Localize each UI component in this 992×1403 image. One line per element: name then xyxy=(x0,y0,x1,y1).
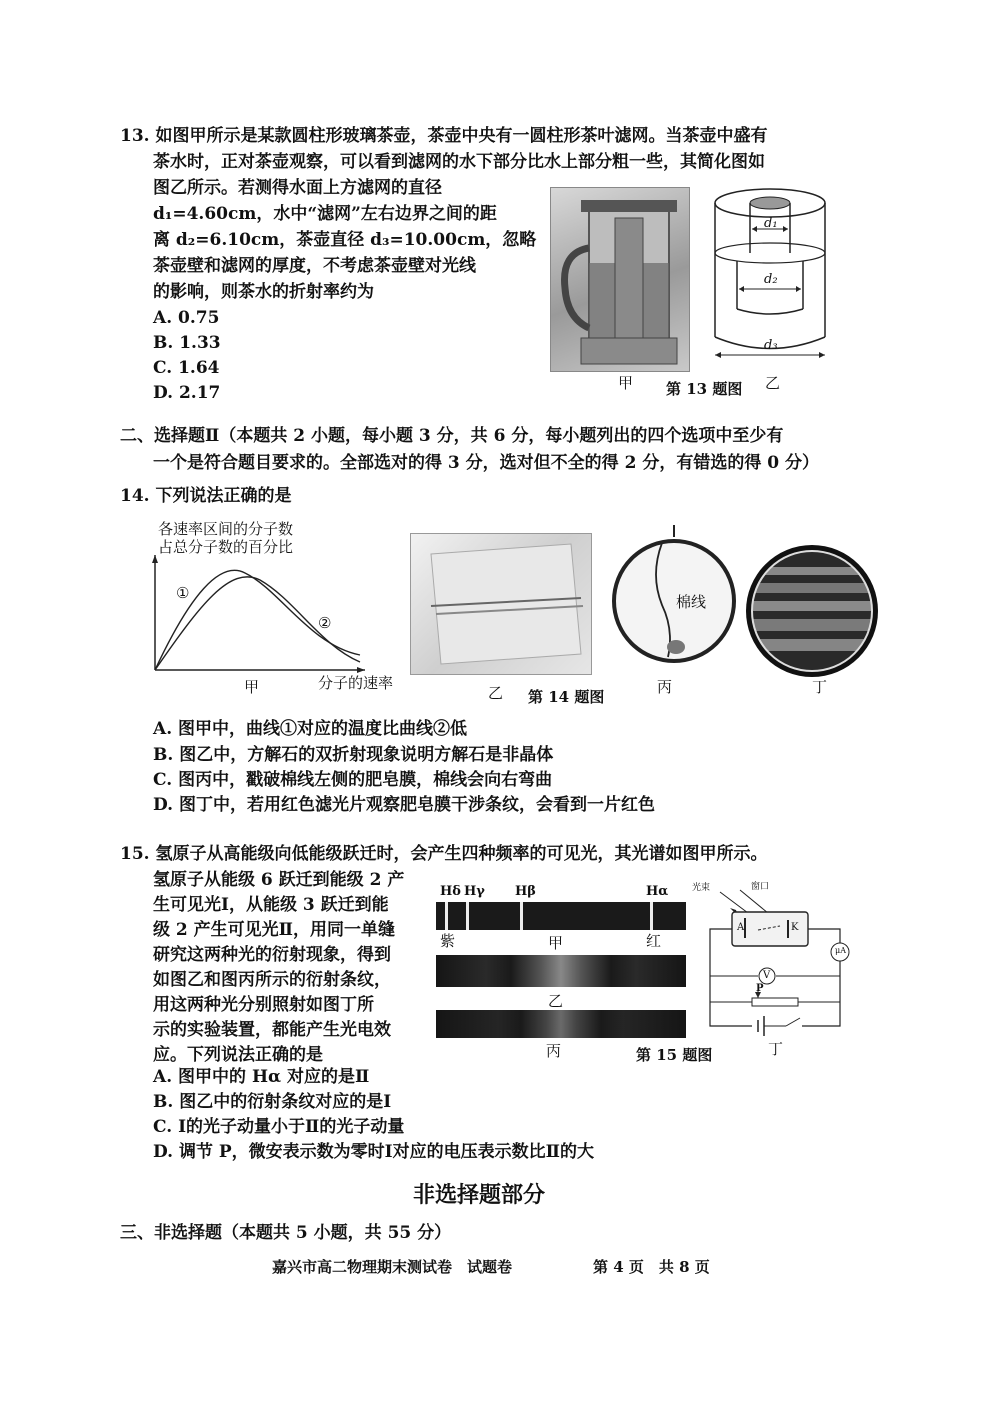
electrode-a-label: A xyxy=(737,922,745,933)
q13-line1: 13. 如图甲所示是某款圆柱形玻璃茶壶，茶壶中央有一圆柱形茶叶滤网。当茶壶中盛有 xyxy=(120,126,768,146)
diffraction-pattern-yi xyxy=(436,955,686,987)
q15-line4: 级 2 产生可见光Ⅱ，用同一单缝 xyxy=(153,920,395,940)
q15-fig-yi-label: 乙 xyxy=(548,992,564,1010)
q14-ylabel-2: 占总分子数的百分比 xyxy=(158,538,294,556)
hydrogen-spectrum xyxy=(436,902,686,930)
red-label: 红 xyxy=(646,932,662,950)
q15-fig-bing-label: 丙 xyxy=(546,1042,562,1060)
h-beta-label: Hβ xyxy=(515,884,536,899)
q14-option-a: A. 图甲中，曲线①对应的温度比曲线②低 xyxy=(153,719,468,739)
footer-exam-title: 嘉兴市高二物理期末测试卷 试题卷 xyxy=(272,1258,513,1276)
speed-distribution-graph xyxy=(150,555,370,675)
q15-line2: 氢原子从能级 6 跃迁到能级 2 产 xyxy=(153,870,405,890)
section2-line2: 一个是符合题目要求的。全部选对的得 3 分，选对但不全的得 2 分，有错选的得 0 分） xyxy=(153,453,819,473)
microammeter-label: μA xyxy=(835,946,846,955)
label-d3: d₃ xyxy=(764,338,778,353)
q15-option-b: B. 图乙中的衍射条纹对应的是Ⅰ xyxy=(153,1092,392,1112)
voltmeter-label: V xyxy=(763,970,771,981)
q13-line7: 的影响，则茶水的折射率约为 xyxy=(153,282,374,302)
q13-option-c: C. 1.64 xyxy=(153,358,220,378)
violet-label: 紫 xyxy=(440,932,456,950)
q14-fig-jia-label: 甲 xyxy=(244,678,260,696)
q15-option-c: C. Ⅰ的光子动量小于Ⅱ的光子动量 xyxy=(153,1117,405,1137)
q15-option-a: A. 图甲中的 Hα 对应的是Ⅱ xyxy=(153,1067,370,1087)
q14-xlabel: 分子的速率 xyxy=(318,674,394,692)
q14-fig-ding-label: 丁 xyxy=(812,678,828,696)
diffraction-pattern-bing xyxy=(436,1010,686,1038)
q13-option-b: B. 1.33 xyxy=(153,333,221,353)
q15-line1: 15. 氢原子从高能级向低能级跃迁时，会产生四种频率的可见光，其光谱如图甲所示。 xyxy=(120,844,768,864)
q14-option-b: B. 图乙中，方解石的双折射现象说明方解石是非晶体 xyxy=(153,745,554,765)
q15-fig-jia-label: 甲 xyxy=(548,934,564,952)
label-d1: d₁ xyxy=(764,216,778,231)
label-d2: d₂ xyxy=(764,272,778,287)
window-label: 窗口 xyxy=(751,882,770,892)
q15-fig-caption: 第 15 题图 xyxy=(636,1046,713,1064)
q13-line2: 茶水时，正对茶壶观察，可以看到滤网的水下部分比水上部分粗一些，其简化图如 xyxy=(153,152,765,172)
h-gamma-label: Hγ xyxy=(464,884,485,899)
calcite-photo xyxy=(410,533,592,675)
curve-1-label: ① xyxy=(176,584,190,602)
q15-line3: 生可见光Ⅰ，从能级 3 跃迁到能 xyxy=(153,895,389,915)
q15-option-d: D. 调节 P，微安表示数为零时Ⅰ对应的电压表示数比Ⅱ的大 xyxy=(153,1142,594,1162)
slider-p-label: P xyxy=(756,983,764,994)
q13-fig-caption: 第 13 题图 xyxy=(666,380,743,398)
q13-option-a: A. 0.75 xyxy=(153,308,220,328)
h-alpha-label: Hα xyxy=(646,884,669,899)
q15-fig-ding-label: 丁 xyxy=(768,1040,784,1058)
q13-line5: 离 d₂=6.10cm，茶壶直径 d₃=10.00cm，忽略 xyxy=(153,230,537,250)
q14-fig-bing-label: 丙 xyxy=(657,678,673,696)
q13-fig-jia-label: 甲 xyxy=(618,374,634,392)
q14-stem: 14. 下列说法正确的是 xyxy=(120,486,292,506)
q13-option-d: D. 2.17 xyxy=(153,383,221,403)
section2-line1: 二、选择题Ⅱ（本题共 2 小题，每小题 3 分，共 6 分，每小题列出的四个选项中至少有 xyxy=(120,426,784,446)
q13-line4: d₁=4.60cm，水中“滤网”左右边界之间的距 xyxy=(153,204,497,224)
q14-fig-yi-label: 乙 xyxy=(488,684,504,702)
q13-line3: 图乙所示。若测得水面上方滤网的直径 xyxy=(153,178,442,198)
q15-line6: 如图乙和图丙所示的衍射条纹， xyxy=(153,970,391,990)
photoelectric-circuit xyxy=(690,886,855,1041)
q15-line8: 示的实验装置，都能产生光电效 xyxy=(153,1020,391,1040)
curve-2-label: ② xyxy=(318,614,332,632)
q15-line7: 用这两种光分别照射如图丁所 xyxy=(153,995,374,1015)
q14-option-d: D. 图丁中，若用红色滤光片观察肥皂膜干涉条纹，会看到一片红色 xyxy=(153,795,655,815)
q14-fig-caption: 第 14 题图 xyxy=(528,688,605,706)
section3-heading: 三、非选择题（本题共 5 小题，共 55 分） xyxy=(120,1223,452,1243)
electrode-k-label: K xyxy=(791,922,799,933)
q15-line5: 研究这两种光的衍射现象，得到 xyxy=(153,945,391,965)
nonchoice-title: 非选择题部分 xyxy=(413,1183,546,1208)
interference-fringes xyxy=(744,543,880,679)
q13-fig-yi-label: 乙 xyxy=(765,374,781,392)
beam-label: 光束 xyxy=(692,883,711,893)
h-delta-label: Hδ xyxy=(440,884,461,899)
q14-ylabel-1: 各速率区间的分子数 xyxy=(158,520,294,538)
thread-label: 棉线 xyxy=(676,593,707,611)
teapot-photo xyxy=(550,187,690,372)
q15-line9: 应。下列说法正确的是 xyxy=(153,1045,323,1065)
q13-line6: 茶壶壁和滤网的厚度，不考虑茶壶壁对光线 xyxy=(153,256,476,276)
footer-page-number: 第 4 页 共 8 页 xyxy=(593,1258,710,1276)
q14-option-c: C. 图丙中，戳破棉线左侧的肥皂膜，棉线会向右弯曲 xyxy=(153,770,553,790)
soap-film-ring xyxy=(610,525,738,675)
